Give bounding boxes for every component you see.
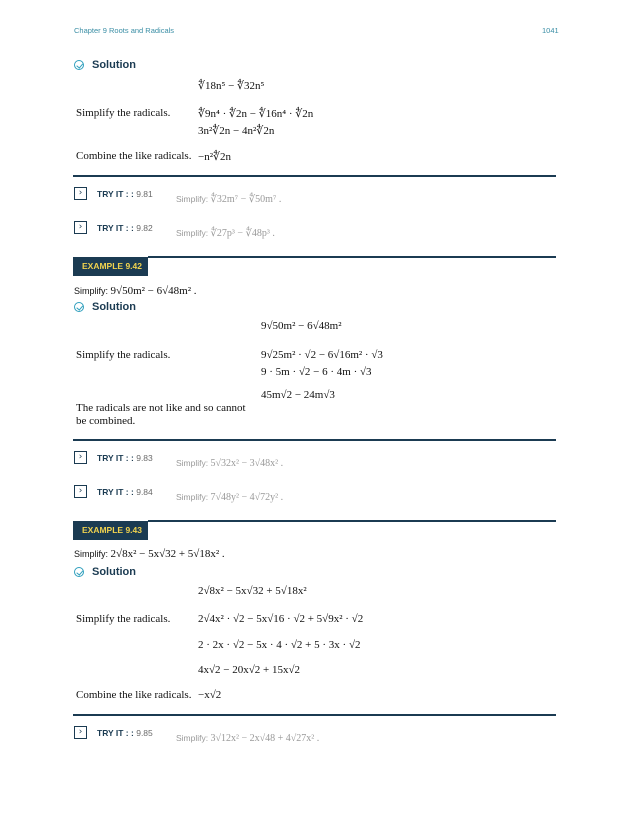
try-it-problem: Simplify: 7√48y² − 4√72y² .: [176, 492, 284, 503]
try-it-problem: Simplify: 3√12x² − 2x√48 + 4√27x² .: [176, 733, 320, 744]
section-divider: [73, 175, 556, 177]
solution-step: 2√8x² − 5x√32 + 5√18x²: [198, 585, 307, 597]
try-it-problem: Simplify: 5√32x² − 3√48x² .: [176, 458, 284, 469]
check-circle-icon: [74, 567, 84, 577]
step-label: Simplify the radicals.: [76, 349, 171, 361]
example-title: EXAMPLE 9.43: [73, 521, 148, 540]
chevron-right-icon[interactable]: ›: [74, 451, 87, 464]
solution-step: −x√2: [198, 689, 222, 701]
chapter-title: Chapter 9 Roots and Radicals: [74, 26, 175, 35]
page-number: 1041: [542, 26, 559, 35]
section-divider: [73, 714, 556, 716]
example-rule: [148, 520, 556, 522]
step-label: Combine the like radicals.: [76, 689, 192, 701]
step-label: Simplify the radicals.: [76, 107, 171, 119]
section-divider: [73, 439, 556, 441]
check-circle-icon: [74, 60, 84, 70]
solution-step: −n²∜2n: [198, 151, 232, 163]
solution-step: 45m√2 − 24m√3: [261, 389, 335, 401]
solution-step: ∜18n⁵ − ∜32n⁵: [198, 80, 265, 92]
step-label: The radicals are not like and so cannot be combined.: [76, 402, 246, 427]
example-title: EXAMPLE 9.42: [73, 257, 148, 276]
try-it-problem: Simplify: ∜27p³ − ∜48p³ .: [176, 228, 275, 239]
step-label: Combine the like radicals.: [76, 150, 192, 162]
solution-heading: Solution: [92, 59, 136, 71]
chevron-right-icon[interactable]: ›: [74, 187, 87, 200]
solution-step: ∜9n⁴ · ∜2n − ∜16n⁴ · ∜2n: [198, 108, 314, 120]
try-it-label: TRY IT : : 9.84: [97, 487, 153, 497]
solution-step: 3n²∜2n − 4n²∜2n: [198, 125, 275, 137]
try-it-label: TRY IT : : 9.81: [97, 189, 153, 199]
solution-step: 2√4x² · √2 − 5x√16 · √2 + 5√9x² · √2: [198, 613, 364, 625]
example-problem: Simplify: 9√50m² − 6√48m² .: [74, 285, 197, 297]
step-label: Simplify the radicals.: [76, 613, 171, 625]
solution-heading: Solution: [92, 566, 136, 578]
example-problem: Simplify: 2√8x² − 5x√32 + 5√18x² .: [74, 548, 225, 560]
try-it-label: TRY IT : : 9.83: [97, 453, 153, 463]
try-it-label: TRY IT : : 9.85: [97, 728, 153, 738]
example-rule: [148, 256, 556, 258]
chevron-right-icon[interactable]: ›: [74, 221, 87, 234]
try-it-problem: Simplify: ∜32m⁷ − ∜50m⁷ .: [176, 194, 282, 205]
chevron-right-icon[interactable]: ›: [74, 726, 87, 739]
try-it-label: TRY IT : : 9.82: [97, 223, 153, 233]
solution-step: 4x√2 − 20x√2 + 15x√2: [198, 664, 301, 676]
solution-step: 9√25m² · √2 − 6√16m² · √3: [261, 349, 383, 361]
chevron-right-icon[interactable]: ›: [74, 485, 87, 498]
solution-step: 9√50m² − 6√48m²: [261, 320, 342, 332]
check-circle-icon: [74, 302, 84, 312]
solution-step: 9 · 5m · √2 − 6 · 4m · √3: [261, 366, 372, 378]
solution-heading: Solution: [92, 301, 136, 313]
solution-step: 2 · 2x · √2 − 5x · 4 · √2 + 5 · 3x · √2: [198, 639, 361, 651]
